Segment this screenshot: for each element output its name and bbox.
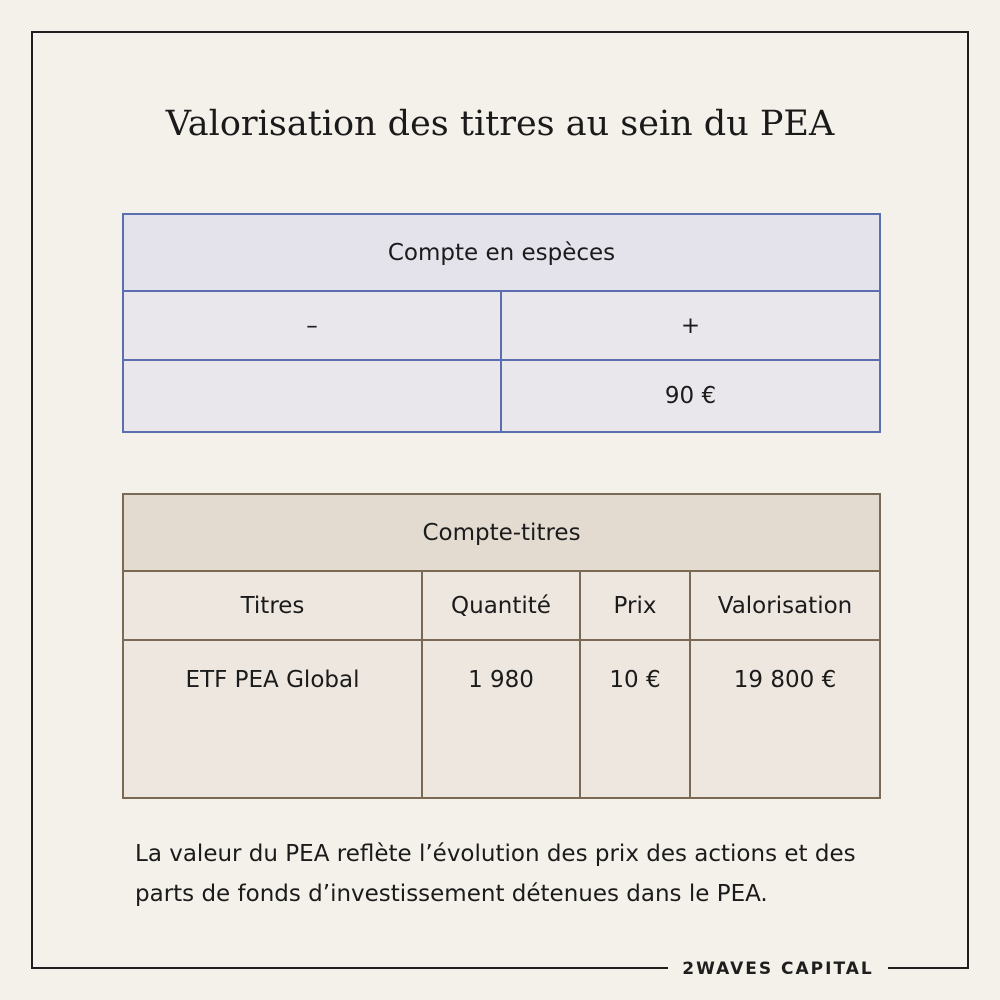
column-header-titres: Titres [123,571,422,640]
cash-plus-value: 90 € [501,360,880,432]
securities-account-header: Compte-titres [123,494,880,571]
cash-account-header: Compte en espèces [123,214,880,291]
cash-minus-value [123,360,501,432]
column-header-quantite: Quantité [422,571,580,640]
securities-account-table [122,493,881,799]
table-row [123,640,880,798]
cash-plus-label: + [501,291,880,360]
cash-account-table [122,213,881,433]
column-header-prix: Prix [580,571,690,640]
cell-valorisation: 19 800 € [690,640,880,798]
explanatory-note: La valeur du PEA reflète l’évolution des prix des actions et des parts de fonds d’investissement détenues dans le PEA. [135,841,856,907]
cell-quantite: 1 980 [422,640,580,798]
cell-prix: 10 € [580,640,690,798]
column-header-valorisation: Valorisation [690,571,880,640]
brand-signature: 2WAVES CAPITAL [668,957,888,981]
cash-minus-label: – [123,291,501,360]
cell-titre: ETF PEA Global [123,640,422,798]
page-title: Valorisation des titres au sein du PEA [165,104,835,144]
